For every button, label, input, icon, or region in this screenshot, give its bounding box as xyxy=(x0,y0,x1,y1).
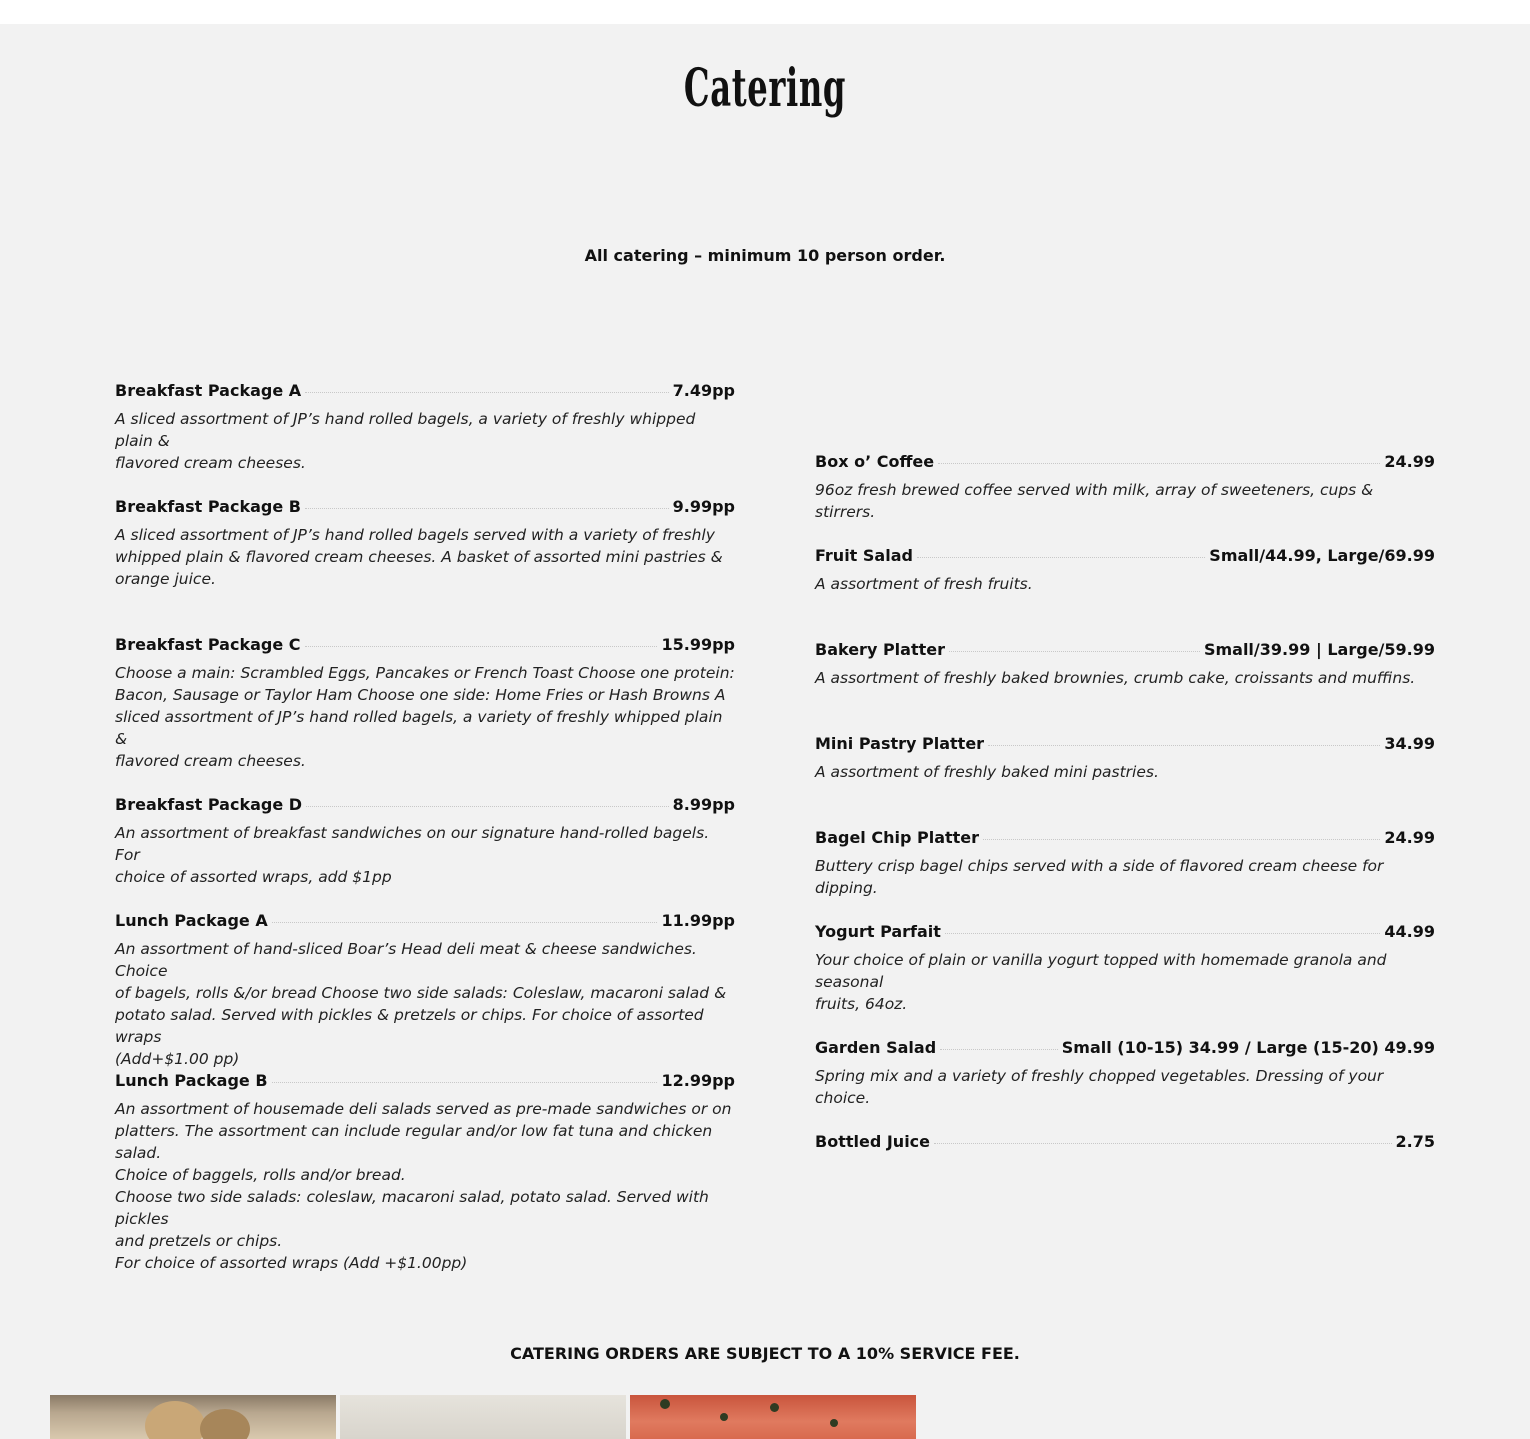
dot-leader xyxy=(940,1049,1058,1050)
menu-item-description: Choose a main: Scrambled Eggs, Pancakes or French Toast Choose one protein: Bacon, Sausage or Taylor Ham Choose one side: Home Fries or Hash Browns A sliced assortment of JP’s hand rolled bagels, a variety of freshly whipped plain & flavored cream cheeses. xyxy=(115,664,735,770)
menu-item-name: Bottled Juice xyxy=(815,1132,931,1151)
menu-column-right xyxy=(815,452,1435,1154)
menu-item-price: 24.99 xyxy=(1384,828,1435,847)
menu-item-description: An assortment of hand-sliced Boar’s Head deli meat & cheese sandwiches. Choice of bagels, rolls &/or bread Choose two side salads: Coleslaw, macaroni salad & potato salad. Served with pickles & pretzels or chips. For choice of assorted wraps (Add+$1.00 pp) xyxy=(115,940,727,1068)
menu-item-price: 44.99 xyxy=(1384,922,1435,941)
gallery-photo-cream-cheese[interactable] xyxy=(340,1395,626,1439)
menu-item-price: 34.99 xyxy=(1384,734,1435,753)
menu-item-description: Your choice of plain or vanilla yogurt topped with homemade granola and seasonal fruits, 64oz. xyxy=(815,951,1387,1013)
menu-item xyxy=(815,546,1435,640)
dot-leader xyxy=(305,508,669,509)
menu-item-name: Breakfast Package C xyxy=(115,635,301,654)
menu-item-name: Lunch Package A xyxy=(115,911,268,930)
menu-item-price: 11.99pp xyxy=(661,911,735,930)
menu-item-price: Small/44.99, Large/69.99 xyxy=(1209,546,1435,565)
menu-item-name: Mini Pastry Platter xyxy=(815,734,985,753)
menu-item xyxy=(815,922,1435,1038)
menu-item-name: Yogurt Parfait xyxy=(815,922,941,941)
menu-item xyxy=(115,795,735,911)
menu-item-description: A assortment of freshly baked mini pastries. xyxy=(815,763,1159,781)
menu-item xyxy=(115,497,735,635)
menu-item-description: A assortment of fresh fruits. xyxy=(815,575,1033,593)
menu-item-price: 9.99pp xyxy=(672,497,735,516)
menu-item-price: 24.99 xyxy=(1384,452,1435,471)
menu-item-description: A sliced assortment of JP’s hand rolled bagels served with a variety of freshly whipped plain & flavored cream cheeses. A basket of assorted mini pastries & orange juice. xyxy=(115,526,723,588)
dot-leader xyxy=(983,839,1380,840)
menu-item xyxy=(815,828,1435,922)
dot-leader xyxy=(306,806,669,807)
dot-leader xyxy=(305,392,668,393)
page-title: Catering xyxy=(683,58,847,119)
menu-item xyxy=(115,1071,735,1274)
menu-item xyxy=(115,635,735,795)
menu-item-description: A assortment of freshly baked brownies, crumb cake, croissants and muffins. xyxy=(815,669,1416,687)
menu-item-price: 7.49pp xyxy=(672,381,735,400)
menu-item xyxy=(815,452,1435,546)
dot-leader xyxy=(917,557,1205,558)
dot-leader xyxy=(272,1082,658,1083)
menu-item xyxy=(115,911,735,1071)
menu-item xyxy=(815,734,1435,828)
menu-item-description: Spring mix and a variety of freshly chopped vegetables. Dressing of your choice. xyxy=(815,1067,1384,1107)
menu-item-price: 15.99pp xyxy=(661,635,735,654)
minimum-order-note: All catering – minimum 10 person order. xyxy=(584,246,946,265)
menu-item-name: Box o’ Coffee xyxy=(815,452,935,471)
menu-item-name: Garden Salad xyxy=(815,1038,937,1057)
dot-leader xyxy=(988,745,1380,746)
menu-item-price: 8.99pp xyxy=(672,795,735,814)
menu-item-price: Small (10-15) 34.99 / Large (15-20) 49.99 xyxy=(1061,1038,1435,1057)
menu-item-name: Breakfast Package A xyxy=(115,381,302,400)
menu-item-name: Lunch Package B xyxy=(115,1071,268,1090)
menu-item-price: Small/39.99 | Large/59.99 xyxy=(1203,640,1435,659)
menu-item-name: Fruit Salad xyxy=(815,546,913,565)
menu-item xyxy=(815,1132,1435,1154)
menu-item xyxy=(815,1038,1435,1132)
dot-leader xyxy=(938,463,1380,464)
dot-leader xyxy=(949,651,1200,652)
dot-leader xyxy=(934,1143,1392,1144)
dot-leader xyxy=(272,922,658,923)
catering-section xyxy=(0,24,1530,1439)
menu-item-name: Bakery Platter xyxy=(815,640,945,659)
menu-item-description: Buttery crisp bagel chips served with a side of flavored cream cheese for dipping. xyxy=(815,857,1384,897)
menu-item-description: 96oz fresh brewed coffee served with milk, array of sweeteners, cups & stirrers. xyxy=(815,481,1374,521)
service-fee-note: CATERING ORDERS ARE SUBJECT TO A 10% SERVICE FEE. xyxy=(510,1344,1020,1363)
menu-item xyxy=(815,640,1435,734)
menu-item xyxy=(115,381,735,497)
gallery-photo-bagels[interactable] xyxy=(50,1395,336,1439)
menu-item-description: An assortment of housemade deli salads served as pre-made sandwiches or on platters. The assortment can include regular and/or low fat tuna and chicken salad. Choice of baggels, rolls and/or bread. Choose two side salads: coleslaw, macaroni salad, potato salad. Served with pickles and pretzels or chips. For choice of assorted wraps (Add +$1.00pp) xyxy=(115,1100,732,1272)
menu-item-name: Breakfast Package D xyxy=(115,795,303,814)
menu-item-name: Bagel Chip Platter xyxy=(815,828,980,847)
menu-item-description: A sliced assortment of JP’s hand rolled bagels, a variety of freshly whipped plain & flavored cream cheeses. xyxy=(115,410,696,472)
dot-leader xyxy=(305,646,658,647)
dot-leader xyxy=(945,933,1380,934)
menu-item-price: 12.99pp xyxy=(661,1071,735,1090)
menu-item-price: 2.75 xyxy=(1395,1132,1435,1151)
gallery-photo-salmon[interactable] xyxy=(630,1395,916,1439)
menu-column-left xyxy=(115,381,735,1274)
menu-item-name: Breakfast Package B xyxy=(115,497,301,516)
menu-item-description: An assortment of breakfast sandwiches on our signature hand-rolled bagels. For choice of assorted wraps, add $1pp xyxy=(115,824,710,886)
